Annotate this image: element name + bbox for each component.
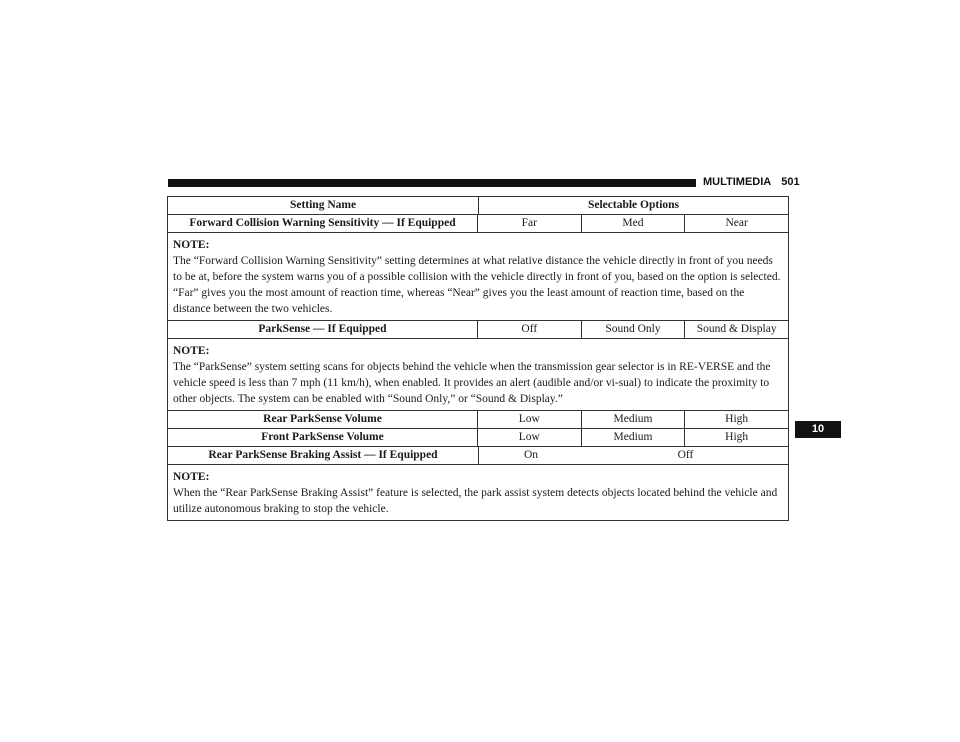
note-label: NOTE: bbox=[173, 239, 210, 251]
option-cell: Med bbox=[582, 215, 686, 232]
table-row bbox=[168, 429, 788, 447]
note-row bbox=[168, 465, 788, 520]
note-text bbox=[168, 233, 788, 320]
chapter-tab: 10 bbox=[795, 421, 841, 438]
header-rule bbox=[168, 179, 696, 187]
option-cell: Sound Only bbox=[582, 321, 686, 338]
table-row bbox=[168, 321, 788, 339]
option-cell: Off bbox=[478, 321, 582, 338]
note-body: The “Forward Collision Warning Sensitivity” setting determines at what relative distance the vehicle directly in front of you needs to be at, before the system warns you of a possible collision with the vehicle directly in front of you, based on the option is selected. “Far” gives you the most amount of reaction time, whereas “Near” gives you the least amount of reaction time, based on the distance between the two vehicles. bbox=[173, 255, 781, 315]
setting-name: Front ParkSense Volume bbox=[168, 429, 478, 446]
option-cell: Low bbox=[478, 429, 582, 446]
page-number: 501 bbox=[781, 176, 800, 188]
setting-name: Rear ParkSense Volume bbox=[168, 411, 478, 428]
note-label: NOTE: bbox=[173, 345, 210, 357]
setting-name: Forward Collision Warning Sensitivity — If Equipped bbox=[168, 215, 478, 232]
table-header-row bbox=[168, 197, 788, 215]
note-body: When the “Rear ParkSense Braking Assist” feature is selected, the park assist system detects objects located behind the vehicle and utilize autonomous braking to stop the vehicle. bbox=[173, 487, 778, 515]
note-row bbox=[168, 339, 788, 411]
note-row bbox=[168, 233, 788, 321]
column-header-setting-name: Setting Name bbox=[168, 197, 479, 214]
option-cell: Off bbox=[677, 449, 694, 461]
option-cell: Medium bbox=[582, 411, 686, 428]
setting-name: ParkSense — If Equipped bbox=[168, 321, 478, 338]
option-cell: High bbox=[725, 413, 749, 425]
running-header bbox=[703, 176, 800, 188]
column-header-selectable-options: Selectable Options bbox=[587, 199, 680, 211]
option-cell: Low bbox=[478, 411, 582, 428]
option-cell: Far bbox=[478, 215, 582, 232]
option-cell: High bbox=[725, 431, 749, 443]
note-body: The “ParkSense” system setting scans for objects behind the vehicle when the transmission gear selector is in RE-VERSE and the vehicle speed is less than 7 mph (11 km/h), when enabled. It provides an alert (audible and/or vi-sual) to indicate the proximity to other objects. The system can be enabled with “Sound Only,” or “Sound & Display.” bbox=[173, 361, 771, 405]
table-row bbox=[168, 447, 788, 465]
option-cell: On bbox=[523, 449, 539, 461]
setting-name: Rear ParkSense Braking Assist — If Equipped bbox=[168, 447, 479, 464]
settings-table bbox=[167, 196, 789, 521]
table-row bbox=[168, 215, 788, 233]
option-cell: Near bbox=[725, 217, 748, 229]
option-cell: Sound & Display bbox=[696, 323, 777, 335]
note-text bbox=[168, 339, 788, 410]
note-label: NOTE: bbox=[173, 471, 210, 483]
option-cell: Medium bbox=[582, 429, 686, 446]
section-title: MULTIMEDIA bbox=[703, 176, 772, 188]
note-text bbox=[168, 465, 788, 520]
table-row bbox=[168, 411, 788, 429]
